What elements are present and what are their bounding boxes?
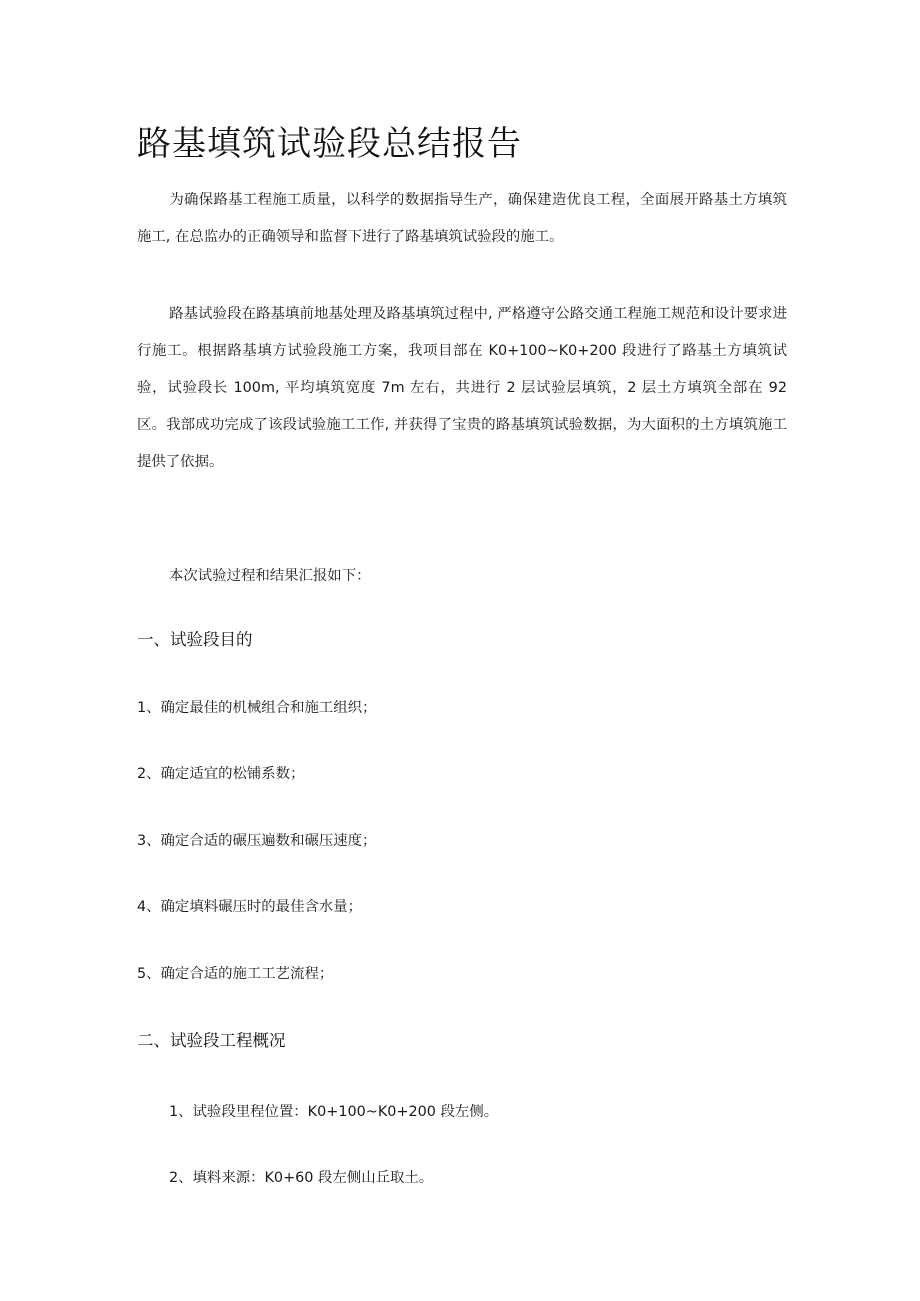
list-item: 3、确定合适的碾压遍数和碾压速度； xyxy=(137,833,377,849)
document-title: 路基填筑试验段总结报告 xyxy=(137,124,522,164)
paragraph-process xyxy=(137,296,787,481)
paragraph-purpose-text: 为确保路基工程施工质量，以科学的数据指导生产，确保建造优良工程，全面展开路基土方填筑施工, 在总监办的正确领导和监督下进行了路基填筑试验段的施工。 xyxy=(137,192,787,245)
list-item: 2、填料来源：K0+60 段左侧山丘取土。 xyxy=(169,1170,434,1186)
intro-line: 本次试验过程和结果汇报如下： xyxy=(169,568,371,584)
paragraph-purpose xyxy=(137,182,787,256)
list-item: 4、确定填料碾压时的最佳含水量； xyxy=(137,899,363,915)
list-item: 5、确定合适的施工工艺流程； xyxy=(137,966,334,982)
section-heading-purpose: 一、试验段目的 xyxy=(137,630,253,649)
paragraph-process-text: 路基试验段在路基填前地基处理及路基填筑过程中, 严格遵守公路交通工程施工规范和设计要求进行施工。根据路基填方试验段施工方案，我项目部在 K0+100~K0+200 段进行了路基土方填筑试验，试验段长 100m, 平均填筑宽度 7m 左右，共进行 2 层试验层填筑，2 层土方填筑全部在 92 区。我部成功完成了该段试验施工工作, 并获得了宝贵的路基填筑试验数据，为大面积的土方填筑施工提供了依据。 xyxy=(137,306,787,470)
list-item: 1、试验段里程位置：K0+100~K0+200 段左侧。 xyxy=(169,1104,499,1120)
list-item: 2、确定适宜的松铺系数； xyxy=(137,766,305,782)
list-item: 1、确定最佳的机械组合和施工组织； xyxy=(137,700,377,716)
section-heading-overview: 二、试验段工程概况 xyxy=(137,1031,286,1050)
